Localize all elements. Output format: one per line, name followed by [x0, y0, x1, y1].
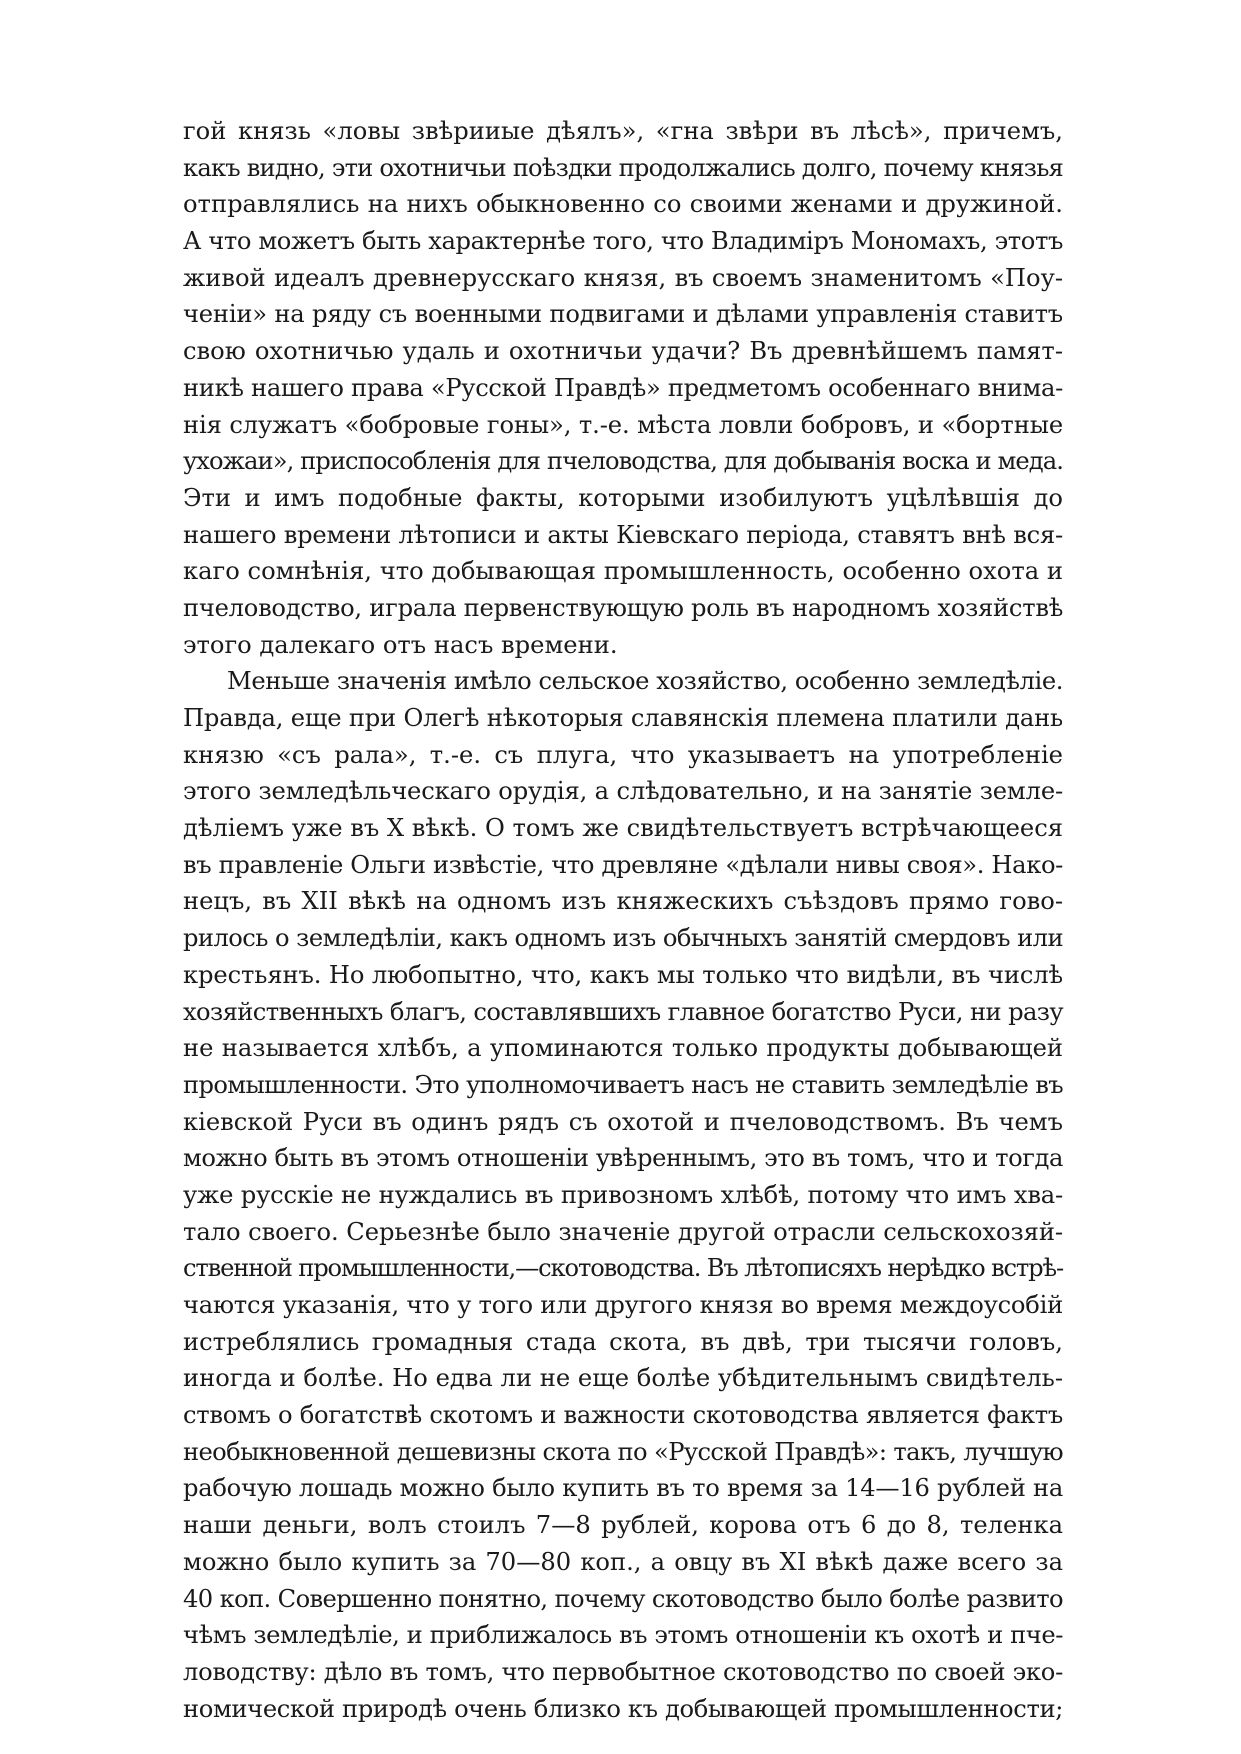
text-line: крестьянъ. Но любопытно, что, какъ мы только что видѣли, въ числѣ [183, 960, 1063, 989]
paragraph [183, 113, 1063, 663]
text-line: нія служатъ «бобровые гоны», т.-е. мѣста ловли бобровъ, и «бортные [183, 410, 1064, 439]
paragraph [183, 663, 1063, 1727]
text-line: пчеловодство, играла первенствующую роль въ народномъ хозяйствѣ [183, 593, 1064, 622]
text-line: наши деньги, волъ стоилъ 7—8 рублей, корова отъ 6 до 8, теленка [183, 1511, 1063, 1540]
text-line: этого далекаго отъ насъ времени. [183, 630, 618, 659]
text-line: въ правленіе Ольги извѣстіе, что древляне «дѣлали нивы своя». Нако- [183, 850, 1063, 879]
text-line: чѣмъ земледѣліе, и приближалось въ этомъ отношеніи къ охотѣ и пче- [183, 1621, 1063, 1650]
text-line: нецъ, въ XII вѣкѣ на одномъ изъ княжескихъ съѣздовъ прямо гово- [183, 887, 1063, 916]
text-line: кіевской Руси въ одинъ рядъ съ охотой и пчеловодствомъ. Въ чемъ [183, 1107, 1063, 1136]
text-line: этого земледѣльческаго орудія, а слѣдовательно, и на занятіе земле- [183, 777, 1064, 806]
text-line: Меньше значенія имѣло сельское хозяйство, особенно земледѣліе. [227, 667, 1063, 696]
text-line: никѣ нашего права «Русской Правдѣ» предметомъ особеннаго внима- [183, 373, 1064, 402]
text-line: князю «съ рала», т.-е. съ плуга, что указываетъ на употребленіе [183, 740, 1063, 769]
text-line: уже русскіе не нуждались въ привозномъ хлѣбѣ, потому что имъ хва- [183, 1180, 1064, 1209]
text-line: ухожаи», приспособленія для пчеловодства, для добыванія воска и меда. [183, 447, 1064, 476]
text-line: тало своего. Серьезнѣе было значеніе другой отрасли сельскохозяй- [183, 1217, 1063, 1246]
body-text [183, 113, 1063, 1727]
text-line: нашего времени лѣтописи и акты Кіевскаго періода, ставятъ внѣ вся- [183, 520, 1063, 549]
text-line: не называется хлѣбъ, а упоминаются только продукты добывающей [183, 1034, 1063, 1063]
text-line: рабочую лошадь можно было купить въ то время за 14—16 рублей на [183, 1474, 1063, 1503]
text-line: какъ видно, эти охотничьи поѣздки продолжались долго, почему князья [183, 153, 1064, 182]
text-line: Правда, еще при Олегѣ нѣкоторыя славянскія племена платили дань [183, 704, 1063, 732]
text-line: живой идеалъ древнерусскаго князя, въ своемъ знаменитомъ «Поу- [183, 263, 1063, 292]
text-line: хозяйственныхъ благъ, составлявшихъ главное богатство Руси, ни разу [183, 997, 1063, 1026]
text-line: ловодству: дѣло въ томъ, что первобытное скотоводство по своей эко- [183, 1657, 1063, 1686]
text-line: промышленности. Это уполномочиваетъ насъ не ставить земледѣліе въ [183, 1070, 1064, 1099]
text-line: можно было купить за 70—80 коп., а овцу въ XI вѣкѣ даже всего за [183, 1547, 1063, 1576]
text-line: необыкновенной дешевизны скота по «Русской Правдѣ»: такъ, лучшую [183, 1437, 1063, 1466]
text-line: ствомъ о богатствѣ скотомъ и важности скотоводства является фактъ [183, 1401, 1063, 1430]
text-line: свою охотничью удаль и охотничьи удачи? Въ древнѣйшемъ памят- [183, 337, 1063, 366]
text-line: Эти и имъ подобные факты, которыми изобилуютъ уцѣлѣвшія до [183, 483, 1063, 512]
text-line: ственной промышленности,—скотоводства. Въ лѣтописяхъ нерѣдко встрѣ- [183, 1254, 1063, 1283]
text-line: истреблялись громадныя стада скота, въ двѣ, три тысячи головъ, [183, 1327, 1063, 1356]
text-line: 40 коп. Совершенно понятно, почему скотоводство было болѣе развито [183, 1584, 1063, 1613]
text-line: каго сомнѣнія, что добывающая промышленность, особенно охота и [183, 557, 1063, 586]
text-line: рилось о земледѣліи, какъ одномъ изъ обычныхъ занятій смердовъ или [183, 924, 1064, 953]
text-line: отправлялись на нихъ обыкновенно со своими женами и дружиной. [183, 190, 1063, 219]
text-line: можно быть въ этомъ отношеніи увѣреннымъ, это въ томъ, что и тогда [183, 1144, 1064, 1173]
text-line: дѣліемъ уже въ X вѣкѣ. О томъ же свидѣтельствуетъ встрѣчающееся [183, 814, 1063, 843]
text-line: номической природѣ очень близко къ добывающей промышленности; [183, 1694, 1064, 1723]
text-line: гой князь «ловы звѣрииые дѣялъ», «гна звѣри въ лѣсѣ», причемъ, [183, 117, 1063, 145]
text-line: ченіи» на ряду съ военными подвигами и дѣлами управленія ставитъ [183, 300, 1063, 329]
text-line: иногда и болѣе. Но едва ли не еще болѣе убѣдительнымъ свидѣтель- [183, 1364, 1063, 1393]
text-line: А что можетъ быть характернѣе того, что Владиміръ Мономахъ, этотъ [183, 227, 1063, 256]
text-line: чаются указанія, что у того или другого князя во время междоусобій [183, 1291, 1063, 1319]
